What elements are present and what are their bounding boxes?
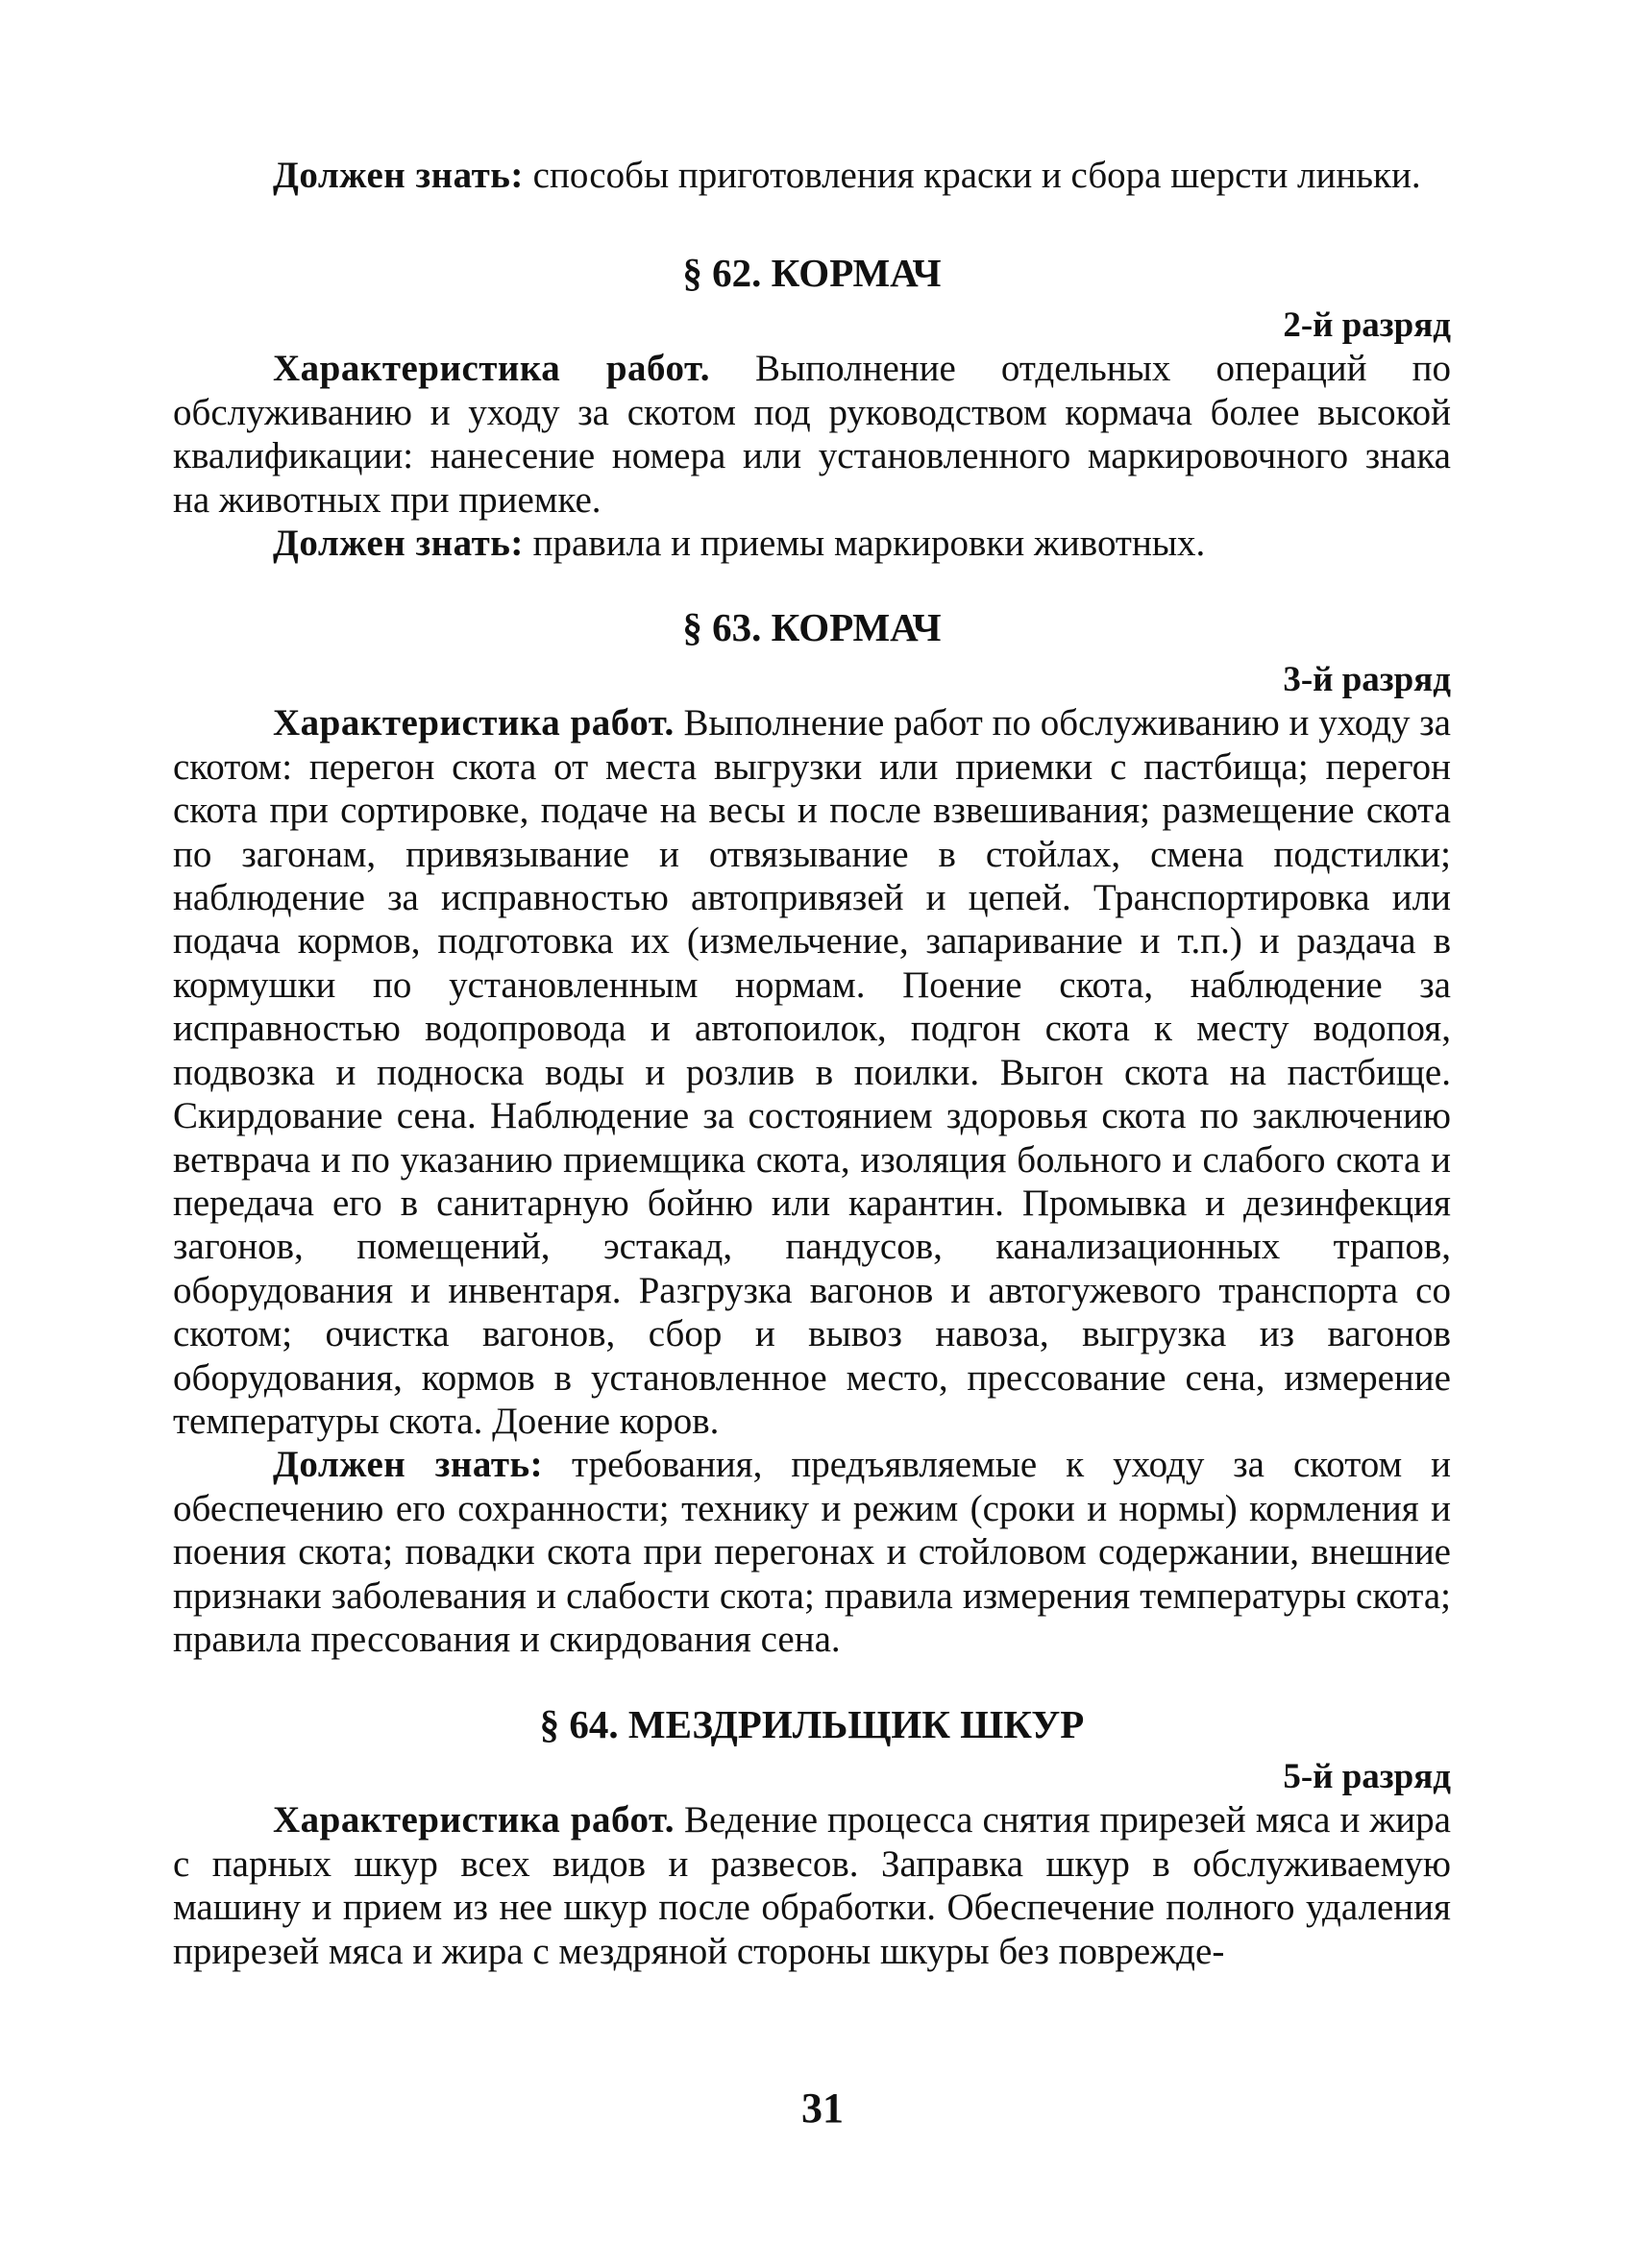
section-63-characteristics-text: Выполнение работ по обслуживанию и уходу за скотом: перегон скота от места выгрузки или приемки с пастбища; перегон скота при сортировке, подаче на весы и после взвешивания; размещение скота по загонам, привязывание и отвязывание в стойлах, смена подстилки; наблюдение за исправностью автопривязей и цепей. Транспортировка или подача кормов, подготовка их (измельчение, запаривание и т.п.) и раздача в кормушки по установленным нормам. Поение скота, наблюдение за исправностью водопровода и автопоилок, подгон скота к месту водопоя, подвозка и подноска воды и розлив в поилки. Выгон скота на пастбище. Скирдование сена. Наблюдение за состоянием здоровья скота по заключению ветврача и по указанию приемщика скота, изоляция больного и слабого скота и передача его в санитарную бойню или карантин. Промывка и дезинфекция загонов, помещений, эстакад, пандусов, канализационных трапов, оборудования и инвентаря. Разгрузка вагонов и автогужевого транспорта со скотом; очистка вагонов, сбор и вывоз навоза, выгрузка из вагонов оборудования, кормов в установленное место, прессование сена, измерение температуры скота. Доение коров.	[173, 702, 1451, 1442]
section-63-characteristics	[173, 701, 1451, 1443]
document-page	[173, 154, 1451, 1973]
section-63-characteristics-label: Характеристика работ.	[273, 702, 675, 744]
section-63-knowledge	[173, 1443, 1451, 1661]
section-62-characteristics	[173, 347, 1451, 522]
section-63-knowledge-text: требования, предъявляемые к уходу за скотом и обеспечению его сохранности; технику и режим (сроки и нормы) кормления и поения скота; повадки скота при перегонах и стойловом содержании, внешние признаки заболевания и слабости скота; правила измерения температуры скота; правила прессования и скирдования сена.	[173, 1444, 1451, 1660]
section-62-knowledge-label: Должен знать:	[273, 523, 524, 565]
section-64-characteristics-label: Характеристика работ.	[273, 1799, 675, 1841]
section-63-knowledge-label: Должен знать:	[273, 1444, 544, 1486]
section-62-title: § 62. КОРМАЧ	[682, 251, 942, 296]
intro-label: Должен знать:	[273, 155, 524, 196]
section-62-knowledge-text: правила и приемы маркировки животных.	[523, 523, 1206, 565]
page-number: 31	[801, 2085, 844, 2132]
section-62-grade: 2-й разряд	[1283, 305, 1451, 346]
section-63-title: § 63. КОРМАЧ	[682, 605, 942, 650]
section-62-characteristics-label: Характеристика работ.	[273, 348, 710, 390]
section-62-knowledge	[173, 522, 1451, 565]
section-64-characteristics-text: Ведение процесса снятия прирезей мяса и жира с парных шкур всех видов и развесов. Заправка шкур в обслуживаемую машину и прием из нее шкур после обработки. Обеспечение полного удаления прирезей мяса и жира с мездряной стороны шкуры без поврежде-	[173, 1799, 1451, 1972]
section-64-grade: 5-й разряд	[1283, 1757, 1451, 1797]
section-64-characteristics	[173, 1798, 1451, 1973]
section-64-title: § 64. МЕЗДРИЛЬЩИК ШКУР	[539, 1702, 1085, 1747]
intro-text: способы приготовления краски и сбора шерсти линьки.	[523, 155, 1421, 196]
intro-paragraph	[173, 154, 1451, 197]
section-62-characteristics-text: Выполнение отдельных операций по обслуживанию и уходу за скотом под руководством кормача более высокой квалификации: нанесение номера или установленного маркировочного знака на животных при приемке.	[173, 348, 1451, 521]
section-63-grade: 3-й разряд	[1283, 660, 1451, 700]
